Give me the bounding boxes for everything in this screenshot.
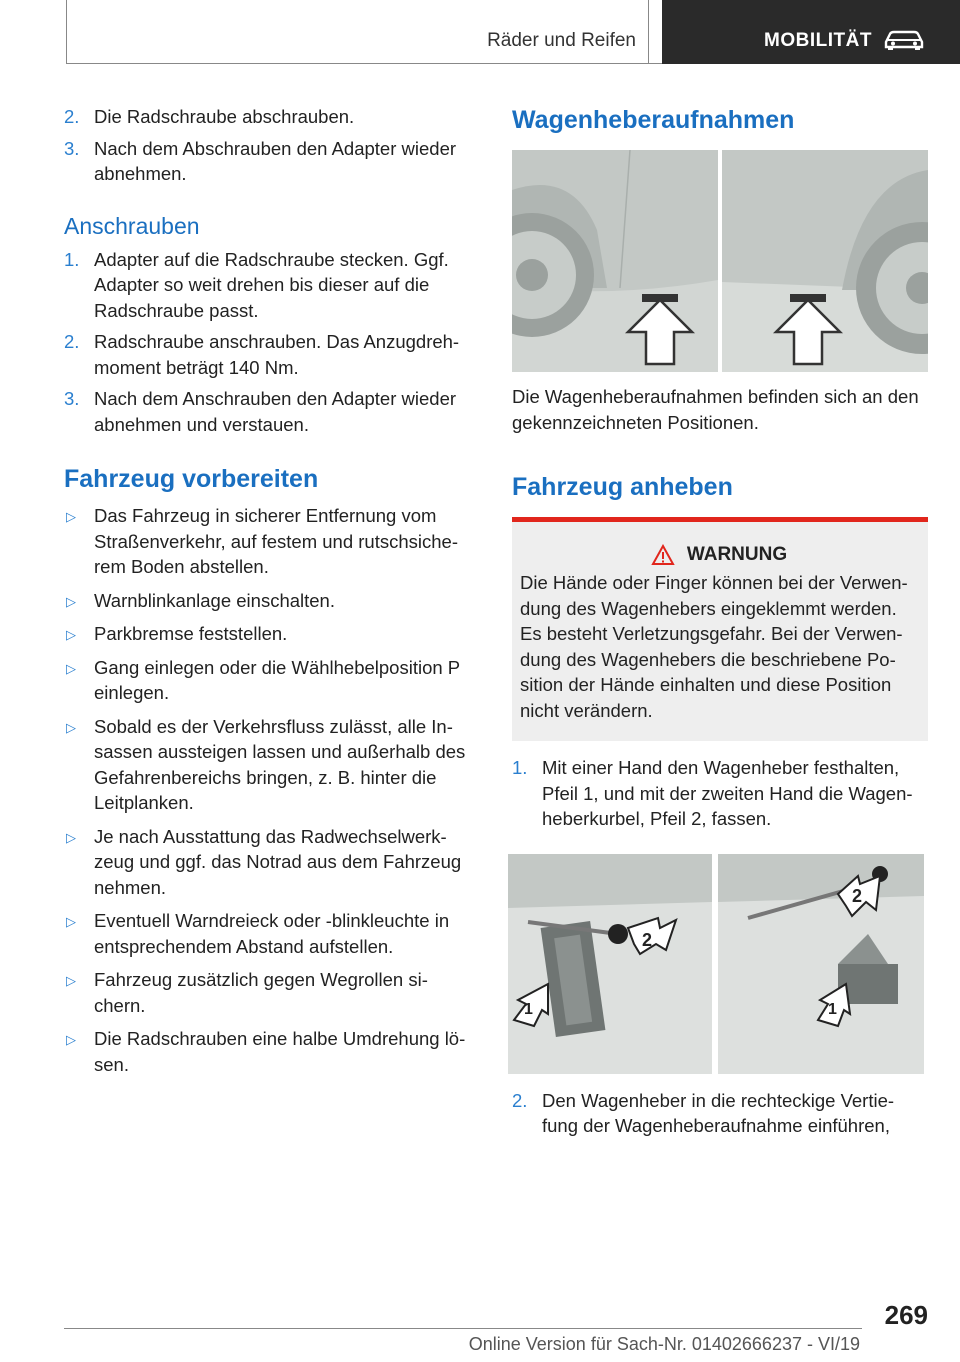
- jack-handling-illustration: [508, 854, 924, 1074]
- list-item: [64, 908, 476, 959]
- list-item: [512, 1088, 928, 1139]
- list-item: [64, 247, 476, 324]
- step-number: 2.: [512, 1089, 528, 1111]
- bullet-text: Je nach Ausstattung das Radwechselwerk-zeug und ggf. das Notrad aus dem Fahrzeug nehmen.: [94, 825, 462, 898]
- bullet-text: Gang einlegen oder die Wählhebelposition P einlegen.: [94, 656, 460, 703]
- triangle-bullet-icon: ▷: [66, 627, 76, 642]
- left-column: [64, 104, 476, 1077]
- steps-abschrauben: [64, 104, 476, 187]
- warning-text: Die Hände oder Finger können bei der Verwen-dung des Wagenhebers eingeklemmt werden. Es besteht Verletzungsgefahr. Bei der Verwen-dung des Wagenhebers die beschriebene Po-sition der Hände einhalten und diese Position nicht verändern.: [520, 572, 908, 721]
- step-number: 1.: [64, 248, 80, 270]
- footer-rule: [64, 1328, 862, 1329]
- bullet-text: Fahrzeug zusätzlich gegen Wegrollen si-chern.: [94, 969, 428, 1016]
- heading-anschrauben: Anschrauben: [64, 212, 200, 239]
- header-rule-bottom: [66, 63, 662, 64]
- bullet-text: Sobald es der Verkehrsfluss zulässt, alle In-sassen aussteigen lassen und außerhalb des Gefahrenbereichs bringen, z. B. hinter die Leitplanken.: [94, 715, 466, 813]
- bullet-text: Die Radschrauben eine halbe Umdrehung lö-sen.: [94, 1028, 466, 1075]
- step-number: 3.: [64, 388, 80, 409]
- list-item: [64, 104, 476, 130]
- list-item: [64, 503, 476, 580]
- list-item: [64, 588, 476, 614]
- list-item: [64, 329, 476, 380]
- heading-fahrzeug-vorbereiten: Fahrzeug vorbereiten: [64, 465, 319, 493]
- step-number: 2.: [64, 331, 80, 352]
- list-item: [64, 621, 476, 647]
- header-chapter-label: MOBILITÄT: [764, 30, 872, 51]
- arrow-label: 1: [828, 1000, 837, 1018]
- warning-triangle-icon: [651, 544, 675, 566]
- triangle-bullet-icon: ▷: [66, 829, 76, 845]
- car-jack-points-image: [512, 150, 928, 372]
- step-number: 2.: [64, 106, 80, 127]
- step-number: 1.: [512, 757, 528, 778]
- step-text: Mit einer Hand den Wagenheber festhalten, Pfeil 1, und mit der zweiten Hand die Wagen-heberkurbel, Pfeil 2, fassen.: [542, 757, 913, 829]
- bullet-text: Warnblinkanlage einschalten.: [94, 589, 335, 611]
- steps-anschrauben: [64, 247, 476, 438]
- list-item: [64, 967, 476, 1018]
- bullet-text: Das Fahrzeug in sicherer Entfernung vom Straßenverkehr, auf festem und rutschsiche-rem Boden abstellen.: [94, 505, 459, 577]
- header-rule-left: [66, 0, 67, 64]
- car-icon: [882, 28, 926, 50]
- triangle-bullet-icon: ▷: [66, 914, 76, 929]
- bullet-text: Eventuell Warndreieck oder -blinkleuchte in entsprechendem Abstand aufstellen.: [94, 910, 450, 957]
- preparation-list: [64, 503, 476, 1077]
- arrow-label: 2: [852, 885, 863, 906]
- warning-header: [520, 544, 918, 566]
- header-rule-mid: [648, 0, 649, 64]
- step-text: Radschraube anschrauben. Das Anzugdreh-moment beträgt 140 Nm.: [94, 331, 460, 378]
- list-item: [64, 1026, 476, 1077]
- warning-title: WARNUNG: [686, 544, 788, 565]
- online-version-note: Online Version für Sach-Nr. 01402666237 - VI/19: [468, 1334, 860, 1354]
- step-text: Nach dem Abschrauben den Adapter wieder abnehmen.: [94, 137, 457, 184]
- list-item: [64, 386, 476, 437]
- jack-points-description: Die Wagenheberaufnahmen befinden sich an den gekennzeichneten Positionen.: [512, 386, 919, 433]
- triangle-bullet-icon: ▷: [66, 1032, 76, 1047]
- triangle-bullet-icon: ▷: [66, 719, 76, 735]
- right-column: [512, 104, 928, 1139]
- triangle-bullet-icon: ▷: [66, 973, 76, 988]
- step-text: Nach dem Anschrauben den Adapter wieder abnehmen und verstauen.: [94, 388, 457, 435]
- arrow-label: 2: [642, 929, 653, 950]
- arrow-label: 1: [524, 1000, 533, 1018]
- step-text: Adapter auf die Radschraube stecken. Ggf. Adapter so weit drehen bis dieser auf die Radschraube passt.: [94, 248, 449, 321]
- warning-box: [512, 517, 928, 741]
- step-text: Den Wagenheber in die rechteckige Vertie-fung der Wagenheberaufnahme einführen,: [542, 1089, 895, 1136]
- list-item: [64, 655, 476, 706]
- triangle-bullet-icon: ▷: [66, 660, 76, 676]
- list-item: [512, 755, 928, 832]
- step-number: 3.: [64, 137, 80, 159]
- jack-points-illustration: [512, 150, 928, 372]
- heading-wagenheberaufnahmen: Wagenheberaufnahmen: [512, 106, 795, 134]
- jack-handling-image: [508, 854, 924, 1074]
- triangle-bullet-icon: ▷: [66, 593, 76, 609]
- list-item: [64, 136, 476, 187]
- header-section-title: Räder und Reifen: [487, 30, 636, 51]
- bullet-text: Parkbremse feststellen.: [94, 623, 288, 644]
- heading-fahrzeug-anheben: Fahrzeug anheben: [512, 473, 733, 501]
- list-item: [64, 714, 476, 816]
- header-chapter-tab[interactable]: [662, 0, 960, 64]
- page-number: 269: [884, 1300, 928, 1330]
- step-text: Die Radschraube abschrauben.: [94, 106, 355, 127]
- list-item: [64, 824, 476, 901]
- triangle-bullet-icon: ▷: [66, 509, 76, 524]
